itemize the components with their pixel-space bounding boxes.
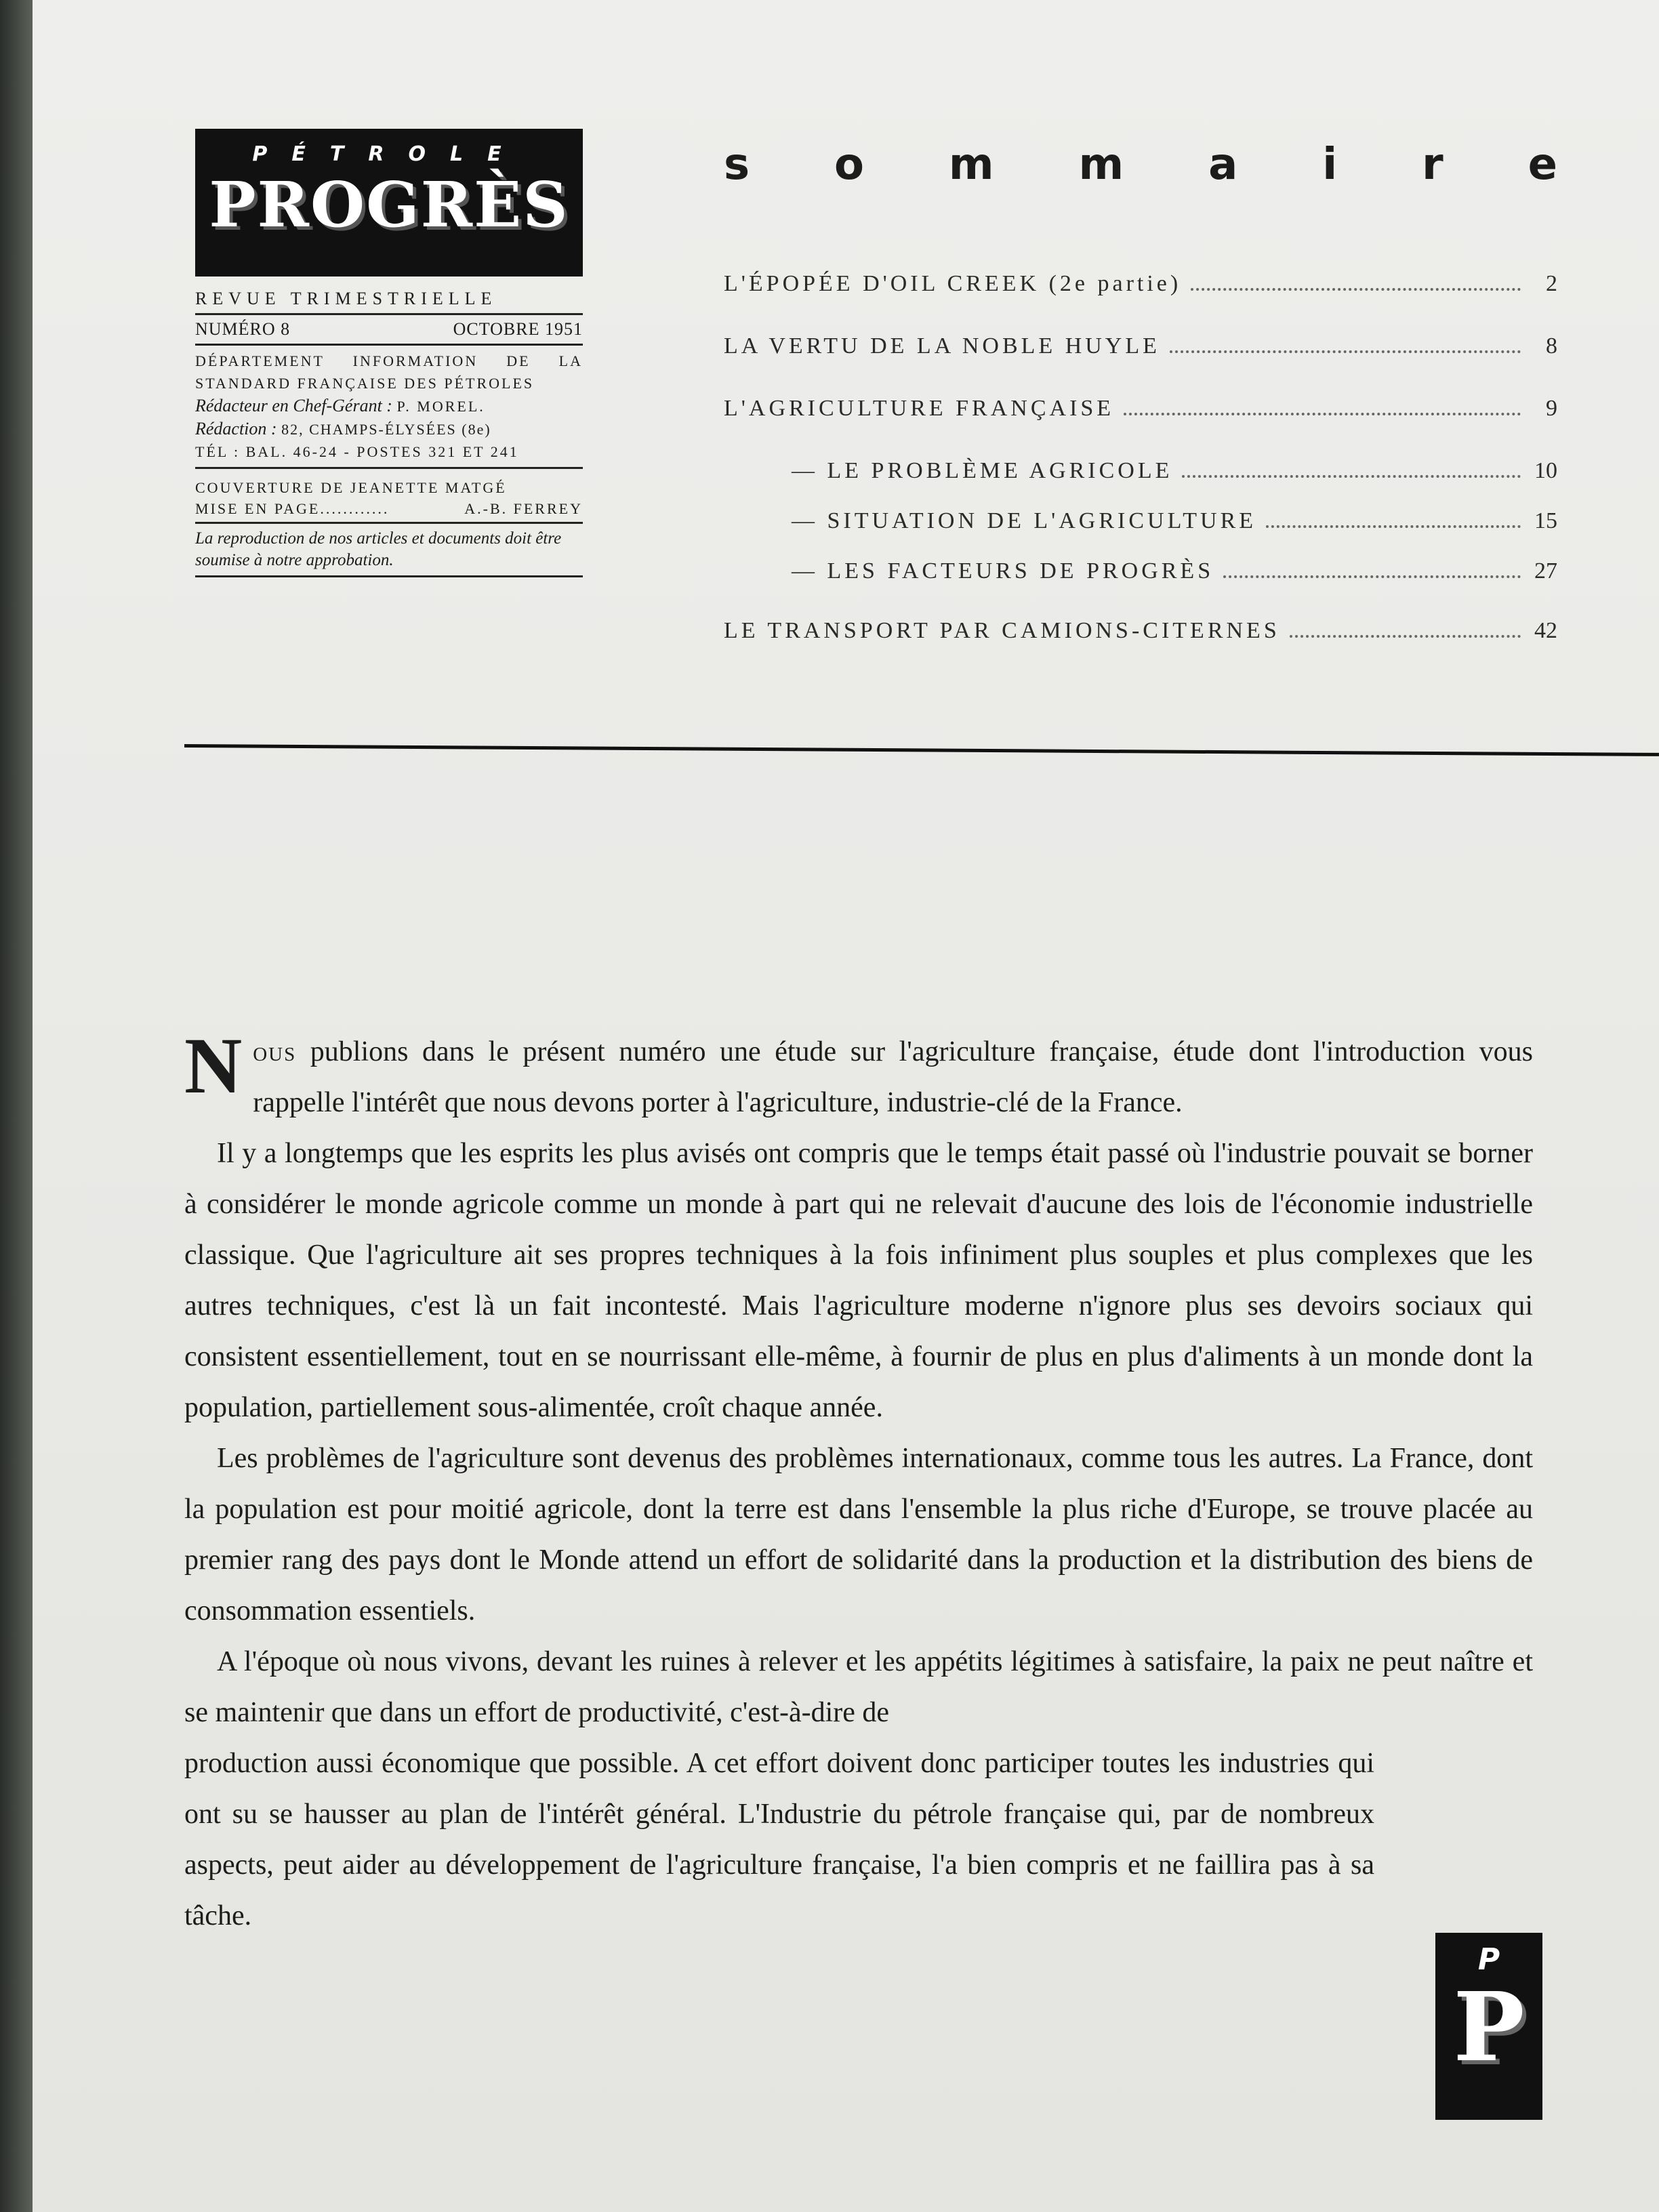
drop-cap-continuation: ous	[253, 1036, 297, 1067]
reproduction-notice: La reproduction de nos articles et documents doit être soumise à notre approbation.	[195, 529, 562, 569]
toc-entry-title: — SITUATION DE L'AGRICULTURE	[792, 508, 1257, 533]
leader-dots	[1191, 288, 1521, 291]
pp-emblem-logo	[1435, 1933, 1542, 2120]
leader-dots	[1124, 413, 1521, 415]
toc-entry-title: L'ÉPOPÉE D'OIL CREEK (2e partie)	[724, 271, 1182, 296]
editor-name: P. MOREL.	[396, 398, 485, 415]
leader-dots	[1290, 635, 1521, 638]
toc-entry-page: 15	[1534, 508, 1557, 533]
petrole-progres-logo	[195, 129, 583, 276]
sommaire-letter: s	[724, 140, 750, 190]
drop-cap: N	[184, 1021, 243, 1110]
logo-small-text: PÉTROLE	[252, 142, 526, 166]
masthead	[195, 129, 615, 581]
divider	[195, 575, 583, 577]
divider	[195, 344, 583, 346]
issue-date: OCTOBRE 1951	[453, 319, 583, 339]
layout-name: A.-B. FERREY	[464, 500, 583, 517]
issue-number: NUMÉRO 8	[195, 319, 291, 339]
leader-dots	[1223, 575, 1521, 578]
layout-credit	[195, 500, 583, 518]
leader-dots	[1266, 525, 1521, 528]
horizontal-rule	[184, 744, 1659, 756]
divider	[195, 522, 583, 524]
table-of-contents	[724, 271, 1557, 680]
toc-entry-page: 42	[1534, 618, 1557, 643]
paragraph-1	[184, 1021, 1533, 1128]
sommaire-letter: a	[1208, 140, 1238, 190]
sommaire-letter: m	[1078, 140, 1124, 190]
magazine-subtitle: REVUE TRIMESTRIELLE	[195, 289, 497, 308]
paragraph-1-text: publions dans le présent numéro une étude sur l'agriculture française, étude dont l'introduction vous rappelle l'intérêt que nous devons porter à l'agriculture, industrie-clé de la France.	[253, 1036, 1533, 1118]
emblem-small-letter: P	[1477, 1942, 1500, 1977]
sommaire-letter: o	[834, 140, 864, 190]
toc-entry-page: 27	[1534, 558, 1557, 583]
toc-entry-page: 8	[1546, 333, 1557, 359]
department: DÉPARTEMENT INFORMATION DE LA STANDARD FRANÇAISE DES PÉTROLES	[195, 352, 583, 392]
phone: TÉL : BAL. 46-24 - POSTES 321 ET 241	[195, 443, 519, 460]
paragraph-2: Il y a longtemps que les esprits les plus avisés ont compris que le temps était passé où l'industrie pouvait se borner à considérer le monde agricole comme un monde à part qui ne relevait d'aucune des lois de l'économie industrielle classique. Que l'agriculture ait ses propres techniques à la fois infiniment plus souples et plus complexes que les autres techniques, c'est là un fait incontesté. Mais l'agriculture moderne n'ignore plus ses devoirs sociaux qui consistent essentiellement, tout en se nourrissant elle-même, à fournir de plus en plus d'aliments à un monde dont la population, partiellement sous-alimentée, croît chaque année.	[184, 1138, 1533, 1423]
paragraph-3: Les problèmes de l'agriculture sont devenus des problèmes internationaux, comme tous les autres. La France, dont la population est pour moitié agricole, dont la terre est dans l'ensemble la plus riche d'Europe, se trouve placée au premier rang des pays dont le Monde attend un effort de solidarité dans la production et la distribution des biens de consommation essentiels.	[184, 1443, 1533, 1626]
sommaire-letter: i	[1322, 140, 1338, 190]
toc-entry-page: 2	[1546, 271, 1557, 296]
toc-entry[interactable]	[724, 396, 1557, 423]
magazine-page	[33, 0, 1659, 2212]
toc-entry-title: L'AGRICULTURE FRANÇAISE	[724, 396, 1115, 421]
sommaire-letter: m	[948, 140, 994, 190]
divider	[195, 467, 583, 469]
editorial-text	[184, 1021, 1533, 1942]
toc-entry-title: — LE PROBLÈME AGRICOLE	[792, 458, 1173, 483]
editor-line	[195, 394, 583, 417]
divider	[195, 313, 583, 315]
toc-entry[interactable]	[724, 618, 1557, 645]
toc-entry[interactable]	[724, 458, 1557, 485]
book-spine	[0, 0, 33, 2212]
toc-entry-title: — LES FACTEURS DE PROGRÈS	[792, 558, 1214, 583]
toc-entry[interactable]	[724, 508, 1557, 535]
emblem-big-letter: P	[1453, 1972, 1525, 2083]
toc-entry[interactable]	[724, 271, 1557, 298]
logo-big-text: PROGRÈS	[209, 168, 569, 241]
toc-entry-page: 10	[1534, 458, 1557, 483]
toc-entry-page: 9	[1546, 396, 1557, 421]
toc-entry-title: LE TRANSPORT PAR CAMIONS-CITERNES	[724, 618, 1280, 643]
address-line	[195, 417, 583, 441]
cover-credit: COUVERTURE DE JEANETTE MATGÉ	[195, 479, 507, 496]
sommaire-letter: r	[1422, 140, 1443, 190]
address: 82, CHAMPS-ÉLYSÉES (8e)	[281, 421, 491, 438]
toc-entry[interactable]	[724, 558, 1557, 586]
issue-row	[195, 319, 583, 340]
toc-entry[interactable]	[724, 333, 1557, 361]
editor-label: Rédacteur en Chef-Gérant :	[195, 396, 392, 415]
address-label: Rédaction :	[195, 419, 277, 438]
sommaire-letter: e	[1528, 140, 1557, 190]
layout-label: MISE EN PAGE............	[195, 500, 390, 517]
sommaire-heading	[724, 140, 1557, 190]
toc-entry-title: LA VERTU DE LA NOBLE HUYLE	[724, 333, 1160, 359]
leader-dots	[1170, 350, 1521, 353]
leader-dots	[1182, 475, 1521, 478]
paragraph-4-end: production aussi économique que possible. A cet effort doivent donc participer toutes les industries qui ont su se hausser au plan de l'intérêt général. L'Industrie du pétrole française qui, par de nombreux aspects, peut aider au développement de l'agriculture française, l'a bien compris et ne faillira pas à sa tâche.	[184, 1748, 1374, 1931]
paragraph-4-start: A l'époque où nous vivons, devant les ruines à relever et les appétits légitimes à satisfaire, la paix ne peut naître et se maintenir que dans un effort de productivité, c'est-à-dire de	[184, 1646, 1533, 1728]
